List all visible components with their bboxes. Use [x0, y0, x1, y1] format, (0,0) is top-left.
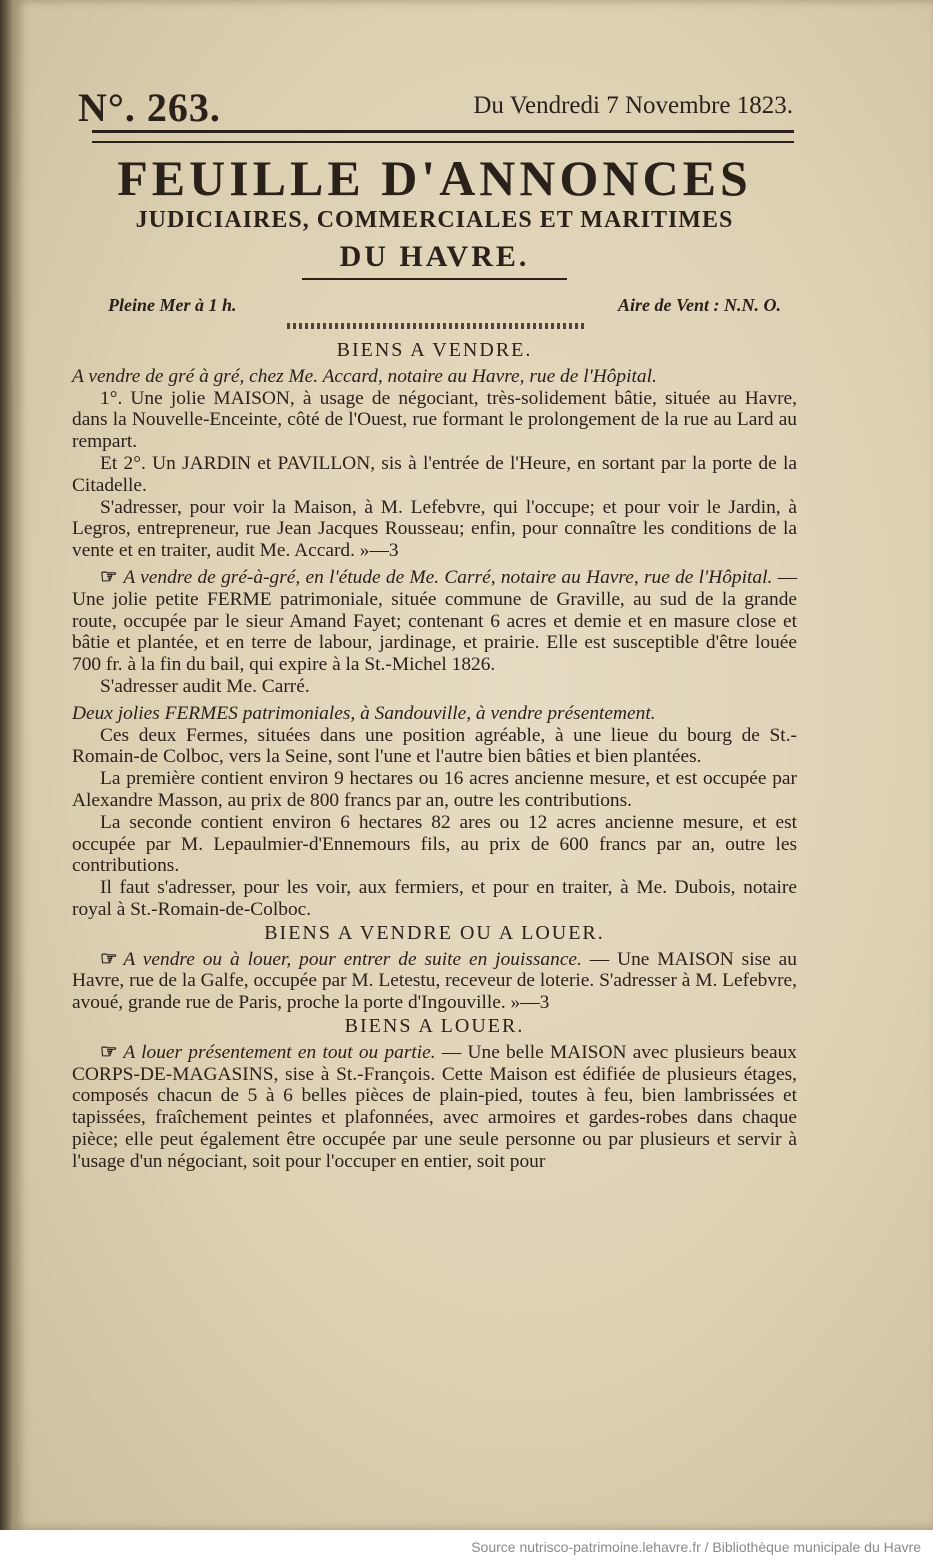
announcement-text: — Une belle MAISON avec plusieurs beaux CORPS-DE-MAGASINS, sise à St.-François. Cette Maison est édifiée de plusieurs étages, composés chacun de 5 à 6 belles pièces de plain-pied, toutes à feu, bien lambrissées et tapissées, fraîchement peintes et plafonnées, avec armoires et gardes-robes dans chaque pièce; elle peut également être occupée par une seule personne ou par plusieurs et servir à l'usage d'un négociant, soit pour l'occuper en entier, soit pour — [72, 1041, 797, 1172]
newspaper-subtitle: JUDICIAIRES, COMMERCIALES ET MARITIMES — [135, 207, 734, 233]
section-heading-vendre-ou-louer: BIENS A VENDRE OU A LOUER. — [264, 921, 605, 944]
announcement-paragraph: Et 2°. Un JARDIN et PAVILLON, sis à l'entrée de l'Heure, en sortant par la porte de la Citadelle. — [72, 452, 797, 496]
announcement-maison-galfe — [72, 949, 797, 1014]
announcement-paragraph: 1°. Une jolie MAISON, à usage de négociant, très-solidement bâtie, située au Havre, dans la Nouvelle-Enceinte, côté de l'Ouest, rue formant le prolongement de la rue au Lard au rempart. — [72, 387, 797, 453]
book-binding — [0, 0, 14, 1530]
pointing-hand-icon: ☞ — [100, 948, 118, 970]
issue-number: N°. 263. — [78, 85, 221, 130]
tide-line — [72, 295, 797, 321]
announcement-ferme-graville — [72, 567, 797, 676]
wavy-rule — [287, 323, 587, 329]
footer-bar — [0, 1530, 933, 1566]
announcement-paragraph: S'adresser audit Me. Carré. — [100, 675, 310, 697]
wind-direction: Aire de Vent : N.N. O. — [618, 295, 781, 315]
newspaper-place: DU HAVRE. — [339, 240, 530, 273]
high-tide: Pleine Mer à 1 h. — [108, 295, 237, 315]
announcement-paragraph: Ces deux Fermes, situées dans une position agréable, à une lieue du bourg de St.-Romain-de Colboc, vers la Seine, sont l'une et l'autre bien bâties et bien plantées. — [72, 724, 797, 768]
newspaper-page — [14, 0, 933, 1530]
announcement-lead: A vendre ou à louer, pour entrer de suite en jouissance. — [123, 948, 582, 970]
announcement-intro: A vendre de gré à gré, chez Me. Accard, notaire au Havre, rue de l'Hôpital. — [72, 365, 657, 387]
place-underline — [302, 278, 567, 280]
masthead-rule — [92, 130, 794, 143]
announcement-paragraph: La première contient environ 9 hectares ou 16 acres ancienne mesure, et est occupée par Alexandre Masson, au prix de 800 francs par an, outre les contributions. — [72, 768, 797, 811]
announcement-maison-st-francois — [72, 1042, 797, 1173]
section-heading-biens-a-vendre: BIENS A VENDRE. — [336, 339, 533, 361]
issue-date: Du Vendredi 7 Novembre 1823. — [473, 92, 793, 119]
announcement-lead: A louer présentement en tout ou partie. — [123, 1041, 436, 1063]
announcement-text: — Une jolie petite FERME patrimoniale, située commune de Graville, au sud de la grande route, occupée par le sieur Amand Fayet; contenant 6 acres et demie et en masure close et bâtie et plantée, et en terre de labour, jardinage, et prairie. Elle est susceptible d'être louée 700 fr. à la fin du bail, qui expire à la St.-Michel 1826. — [72, 566, 797, 676]
pointing-hand-icon: ☞ — [100, 566, 118, 588]
masthead-top-line — [72, 84, 797, 130]
announcement-paragraph: La seconde contient environ 6 hectares 82 ares ou 12 acres ancienne mesure, et est occupée par M. Lepaulmier-d'Ennemours fils, au prix de 600 francs par an, outre les contributions. — [72, 811, 797, 877]
section-heading-biens-a-louer: BIENS A LOUER. — [344, 1014, 525, 1037]
article-body — [72, 338, 797, 1172]
newspaper-title: FEUILLE D'ANNONCES — [117, 150, 752, 206]
announcement-intro: Deux jolies FERMES patrimoniales, à Sandouville, à vendre présentement. — [72, 702, 656, 724]
source-credit: Source nutrisco-patrimoine.lehavre.fr / Bibliothèque municipale du Havre — [471, 1539, 921, 1555]
pointing-hand-icon: ☞ — [100, 1041, 118, 1063]
announcement-paragraph: S'adresser, pour voir la Maison, à M. Lefebvre, qui l'occupe; et pour voir le Jardin, à Legros, entrepreneur, rue Jean Jacques Rousseau; enfin, pour connaître les conditions de la vente et en traiter, audit Me. Accard. »—3 — [72, 496, 797, 562]
announcement-text: — Une MAISON sise au Havre, rue de la Galfe, occupée par M. Letestu, receveur de loterie. S'adresser à M. Lefebvre, avoué, grande rue de Paris, proche la porte d'Ingouville. »—3 — [72, 948, 797, 1014]
announcement-lead: A vendre de gré-à-gré, en l'étude de Me. Carré, notaire au Havre, rue de l'Hôpital. — [123, 566, 773, 588]
announcement-paragraph: Il faut s'adresser, pour les voir, aux fermiers, et pour en traiter, à Me. Dubois, notaire royal à St.-Romain-de-Colboc. — [72, 877, 797, 920]
